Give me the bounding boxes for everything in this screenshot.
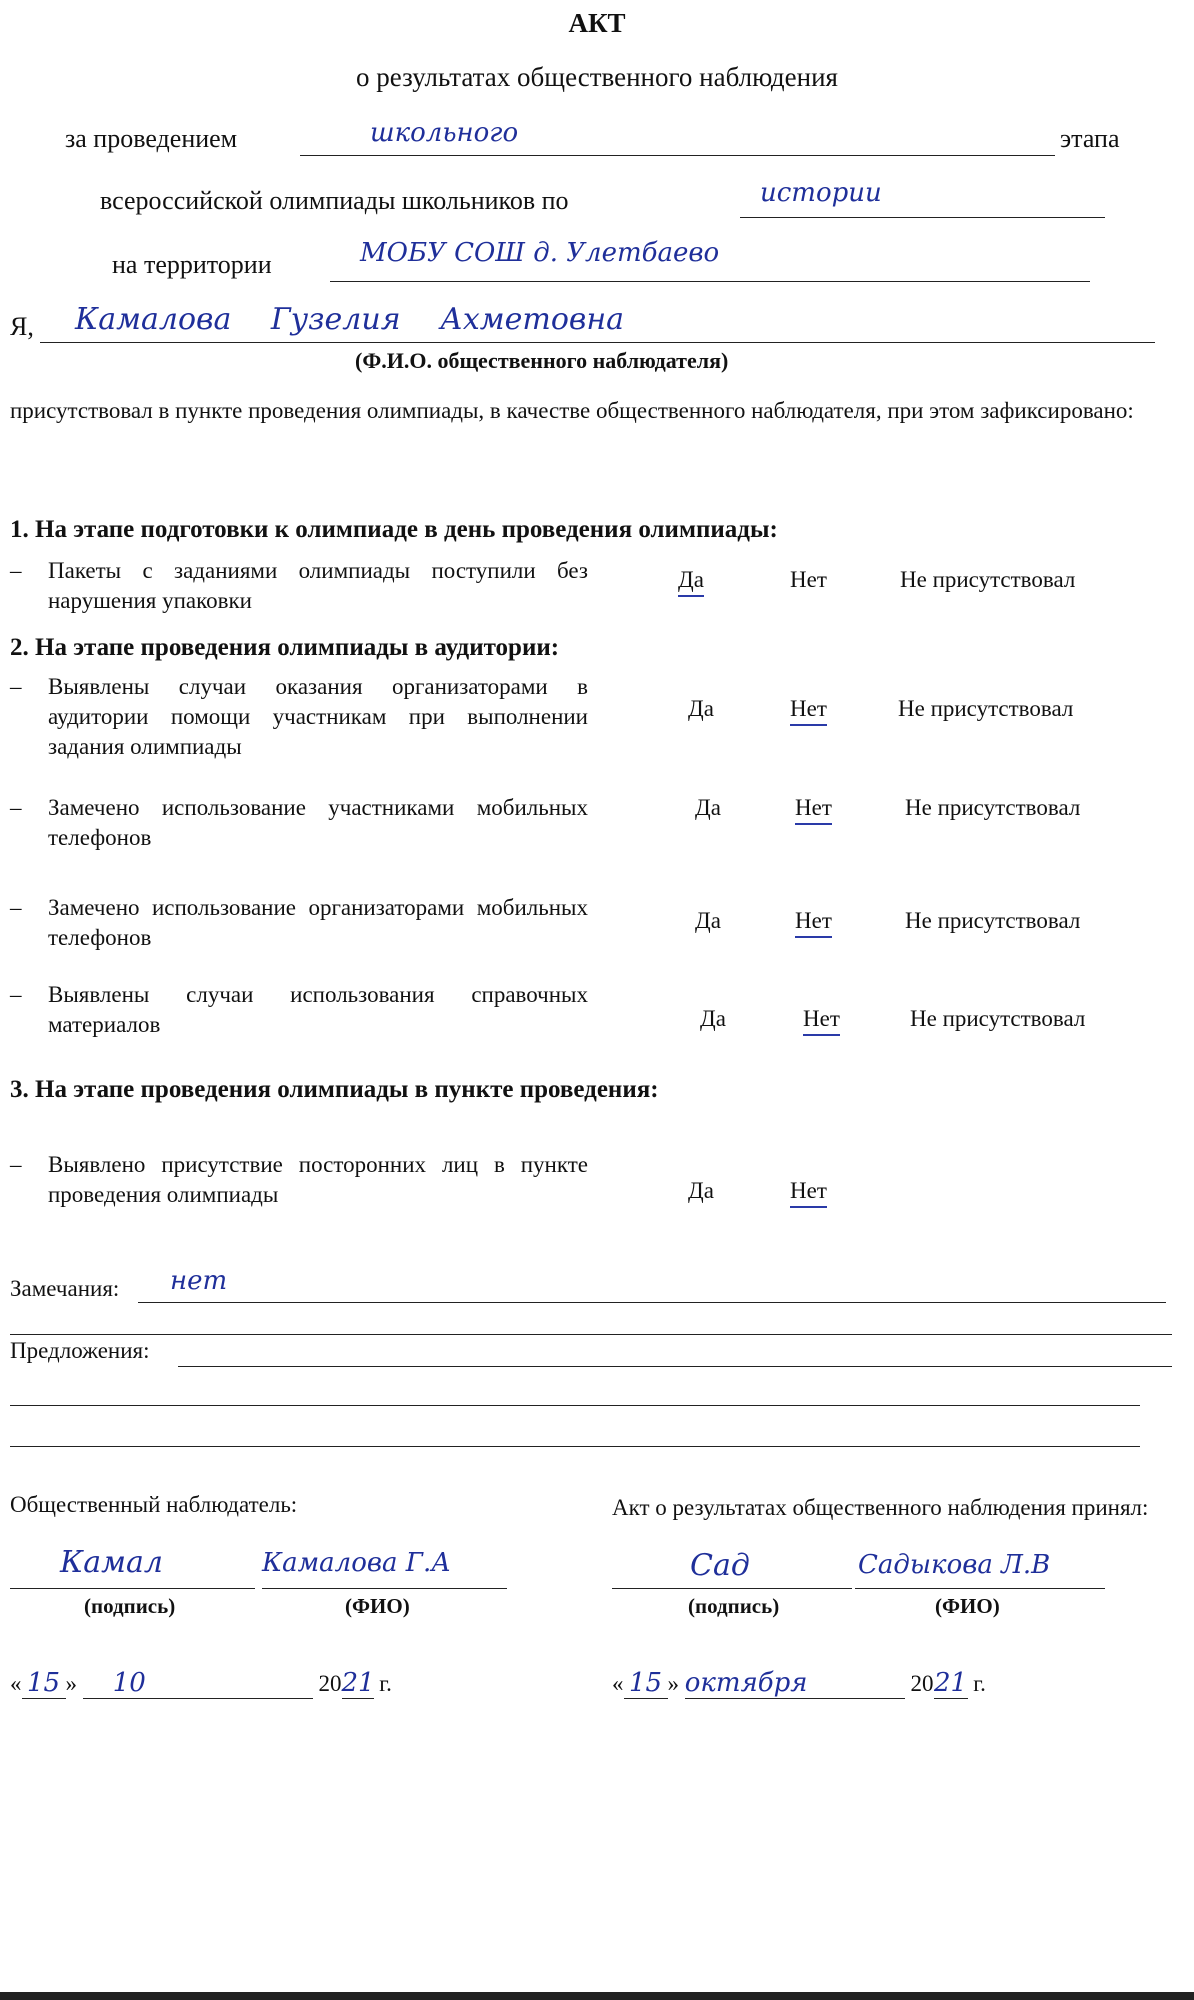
stage-label: за проведением — [65, 124, 238, 153]
option-yes[interactable]: Да — [700, 1006, 726, 1031]
stage-value: школьного — [370, 118, 519, 148]
section-2-heading: 2. На этапе проведения олимпиады в аудитории: — [10, 634, 560, 661]
option-no-selected[interactable]: Нет — [790, 1178, 827, 1208]
remarks-field-line[interactable] — [138, 1302, 1166, 1303]
accepted-signature: Сад — [690, 1548, 750, 1583]
option-yes[interactable]: Да — [695, 795, 721, 820]
section-1-heading: 1. На этапе подготовки к олимпиаде в день проведения олимпиады: — [10, 516, 778, 543]
option-yes[interactable]: Да — [688, 1178, 714, 1203]
checklist-item: – Выявлены случаи использования справочных материалов — [10, 982, 588, 1037]
option-yes[interactable]: Да — [695, 908, 721, 933]
intro-text: присутствовал в пункте проведения олимпиады, в качестве общественного наблюдателя, при этом зафиксировано: — [10, 398, 1134, 423]
option-absent[interactable]: Не присутствовал — [898, 696, 1074, 721]
checklist-item: – Замечено использование организаторами мобильных телефонов — [10, 895, 588, 950]
observer-signature-line — [10, 1588, 255, 1589]
proposals-extra-line — [10, 1405, 1140, 1406]
proposals-extra-line — [10, 1446, 1140, 1447]
proposals-field-line[interactable] — [178, 1366, 1172, 1367]
option-no[interactable]: Нет — [790, 567, 827, 592]
option-absent[interactable]: Не присутствовал — [910, 1006, 1086, 1031]
scan-edge — [0, 1992, 1194, 2000]
option-no-selected[interactable]: Нет — [790, 696, 827, 726]
remarks-label: Замечания: — [10, 1276, 120, 1301]
section-3-heading: 3. На этапе проведения олимпиады в пункте проведения: — [10, 1076, 659, 1103]
option-no-selected[interactable]: Нет — [795, 795, 832, 825]
option-yes[interactable]: Да — [688, 696, 714, 721]
remarks-value: нет — [170, 1266, 228, 1296]
checklist-item: – Выявлено присутствие посторонних лиц в пункте проведения олимпиады — [10, 1152, 588, 1207]
stage-field-line — [300, 155, 1055, 156]
subject-value: истории — [760, 178, 882, 208]
name-caption: (ФИО) — [345, 1594, 410, 1618]
accepted-date: « 15 » октября 2021 г. — [612, 1668, 986, 1698]
option-absent[interactable]: Не присутствовал — [905, 795, 1081, 820]
observer-prefix: Я, — [10, 312, 34, 341]
observer-signature-label: Общественный наблюдатель: — [10, 1492, 298, 1517]
accepted-name-line — [855, 1588, 1105, 1589]
remarks-extra-line — [10, 1334, 1172, 1335]
territory-value: МОБУ СОШ д. Улетбаево — [360, 238, 720, 268]
option-no-selected[interactable]: Нет — [803, 1006, 840, 1036]
option-absent[interactable]: Не присутствовал — [905, 908, 1081, 933]
stage-suffix: этапа — [1060, 124, 1120, 153]
checklist-item: – Пакеты с заданиями олимпиады поступили без нарушения упаковки — [10, 558, 588, 613]
option-no-selected[interactable]: Нет — [795, 908, 832, 938]
signature-caption: (подпись) — [688, 1594, 780, 1618]
olympiad-label: всероссийской олимпиады школьников по — [100, 186, 569, 215]
subject-field-line — [740, 217, 1105, 218]
observer-name: Камалова Г.А — [262, 1548, 451, 1578]
observer-caption: (Ф.И.О. общественного наблюдателя) — [355, 348, 729, 373]
accepted-signature-line — [612, 1588, 852, 1589]
territory-label: на территории — [112, 250, 272, 279]
accepted-label: Акт о результатах общественного наблюдения принял: — [612, 1495, 1149, 1520]
observer-value: Камалова Гузелия Ахметовна — [75, 302, 624, 337]
observer-name-line — [262, 1588, 507, 1589]
observer-signature: Камал — [60, 1545, 163, 1580]
name-caption: (ФИО) — [935, 1594, 1000, 1618]
accepted-name: Садыкова Л.В — [858, 1550, 1051, 1580]
option-yes-selected[interactable]: Да — [678, 567, 704, 597]
observer-date: « 15 » 10 2021 г. — [10, 1668, 392, 1698]
proposals-label: Предложения: — [10, 1338, 150, 1363]
observer-field-line — [40, 342, 1155, 343]
document-title: АКТ — [568, 8, 626, 38]
option-absent[interactable]: Не присутствовал — [900, 567, 1076, 592]
checklist-item: – Замечено использование участниками мобильных телефонов — [10, 795, 588, 850]
territory-field-line — [330, 281, 1090, 282]
checklist-item: – Выявлены случаи оказания организаторами в аудитории помощи участникам при выполнении задания олимпиады — [10, 674, 588, 759]
signature-caption: (подпись) — [84, 1594, 176, 1618]
document-subtitle: о результатах общественного наблюдения — [356, 62, 838, 92]
